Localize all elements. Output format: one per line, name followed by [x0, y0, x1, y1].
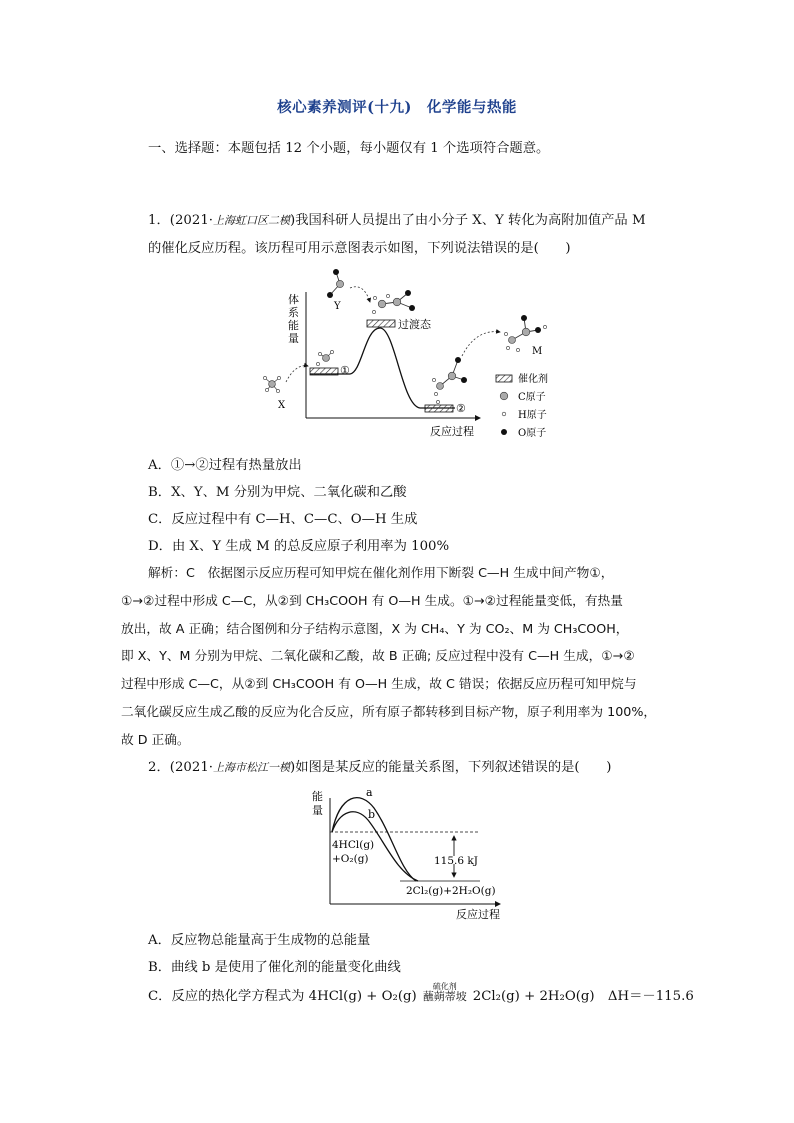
q1-arrow-x [286, 366, 308, 382]
q1-analysis-line3: 放出，故 A 正确；结合图例和分子结构示意图，X 为 CH₄、Y 为 CO₂、M 为 CH₃COOH， [121, 621, 629, 636]
q1-transition-state-label: 过渡态 [398, 318, 431, 331]
legend-catalyst-swatch [496, 375, 512, 382]
q2-number: 2．(2021· [148, 760, 214, 775]
q1-option-c: C．反应过程中有 C—H、C—C、O—H 生成 [148, 512, 418, 527]
q1-intermediate-1 [316, 350, 333, 365]
q1-option-b: B．X、Y、M 分别为甲烷、二氧化碳和乙酸 [148, 485, 407, 500]
q1-analysis-line2: ①→②过程中形成 C—C，从②到 CH₃COOH 有 O—H 生成。①→②过程能量变低，有热量 [121, 593, 623, 608]
q1-catalyst-2 [425, 405, 453, 412]
q2-product-label: 2Cl₂(g)+2H₂O(g) [406, 885, 496, 897]
q1-x-label: X [278, 400, 286, 411]
q2-source: 上海市松江一模 [213, 761, 291, 774]
q2-xaxis-label: 反应过程 [456, 908, 500, 921]
q2-option-c-lhs: C．反应的热化学方程式为 4HCl(g) + O₂(g) [148, 989, 417, 1004]
legend-c-atom: C原子 [518, 392, 546, 403]
q1-ts-molecule [372, 290, 415, 314]
q1-yaxis-char4: 量 [288, 332, 299, 345]
q2-option-c [148, 982, 694, 1006]
q2-figure [300, 780, 520, 925]
q1-legend [496, 372, 548, 439]
q1-yaxis-char3: 能 [288, 319, 299, 332]
q1-source: 上海虹口区二模 [213, 214, 291, 227]
q1-option-d: D．由 X、Y 生成 M 的总反应原子利用率为 100% [148, 539, 450, 554]
q1-analysis-line7: 故 D 正确。 [121, 732, 190, 747]
q2-yaxis-char1: 能 [312, 790, 323, 803]
q2-dh-label: 115.6 kJ [434, 855, 478, 867]
q1-arrow-m [462, 332, 500, 356]
q1-stem-line1 [148, 212, 646, 230]
q1-analysis-line5: 过程中形成 C—C，从②到 CH₃COOH 有 O—H 生成，故 C 错误；依据反应历程可知甲烷与 [121, 676, 637, 691]
q2-option-c-catalyst: 硫化剂 [432, 982, 457, 991]
page-title: 核心素养测评(十九) 化学能与热能 [277, 99, 517, 116]
q1-m-label: M [532, 346, 543, 357]
q1-axes [306, 292, 480, 418]
q1-yaxis-char1: 体 [288, 293, 299, 306]
q1-point2-label: ② [456, 402, 466, 415]
q1-catalyst-ts [367, 320, 395, 327]
q1-option-a: A．①→②过程有热量放出 [148, 458, 302, 473]
q1-stem-line2: 的催化反应历程。该历程可用示意图表示如图，下列说法错误的是( ) [148, 241, 571, 256]
q2-option-a: A．反应物总能量高于生成物的总能量 [148, 933, 371, 948]
q1-molecule-y [327, 269, 344, 298]
q1-yaxis-char2: 系 [288, 306, 299, 319]
q1-catalyst-1 [310, 368, 338, 375]
q2-option-c-rhs: 2Cl₂(g) + 2H₂O(g) ΔH＝－115.6 [472, 989, 694, 1004]
q1-point1-label: ① [340, 364, 350, 377]
legend-o-atom: O原子 [518, 428, 547, 439]
q2-curve-b-label: b [368, 808, 376, 821]
q1-stem-text: )我国科研人员提出了由小分子 X、Y 转化为高附加值产品 M [290, 213, 646, 228]
q2-option-c-condition [417, 982, 473, 1006]
legend-catalyst: 催化剂 [518, 374, 548, 385]
q2-reactant-label-2: +O₂(g) [332, 853, 369, 865]
legend-o-swatch [501, 429, 507, 435]
q1-molecule-x [263, 376, 280, 392]
q1-analysis-line1: 解析：C 依据图示反应历程可知甲烷在催化剂作用下断裂 C—H 生成中间产物①， [148, 565, 614, 580]
q2-stem-text: )如图是某反应的能量关系图，下列叙述错误的是( ) [290, 760, 612, 775]
q1-analysis-line6: 二氧化碳反应生成乙酸的反应为化合反应，所有原子都转移到目标产物，原子利用率为 100%， [121, 704, 657, 719]
q1-y-label: Y [334, 301, 341, 312]
q2-yaxis-char2: 量 [312, 804, 323, 817]
q2-reactant-label-1: 4HCl(g) [332, 839, 375, 851]
legend-h-swatch [502, 412, 506, 416]
q1-intermediate-2 [432, 357, 467, 404]
q1-arrow-y [350, 287, 370, 302]
legend-c-swatch [500, 392, 508, 400]
q2-curve-a-label: a [366, 786, 373, 799]
q1-analysis-line4: 即 X、Y、M 分别为甲烷、二氧化碳和乙酸，故 B 正确; 反应过程中没有 C—H 生成，①→② [121, 648, 635, 663]
q2-option-b: B．曲线 b 是使用了催化剂的能量变化曲线 [148, 960, 401, 975]
legend-h-atom: H原子 [518, 410, 547, 421]
q2-stem [148, 759, 611, 777]
q1-xaxis-label: 反应过程 [430, 425, 474, 438]
q1-figure [250, 262, 570, 442]
q1-number: 1．(2021· [148, 213, 214, 228]
section-heading: 一、选择题：本题包括 12 个小题，每小题仅有 1 个选项符合题意。 [148, 141, 550, 156]
q2-option-c-condition-2: 蘸蒴蒂坡 [422, 990, 467, 1003]
